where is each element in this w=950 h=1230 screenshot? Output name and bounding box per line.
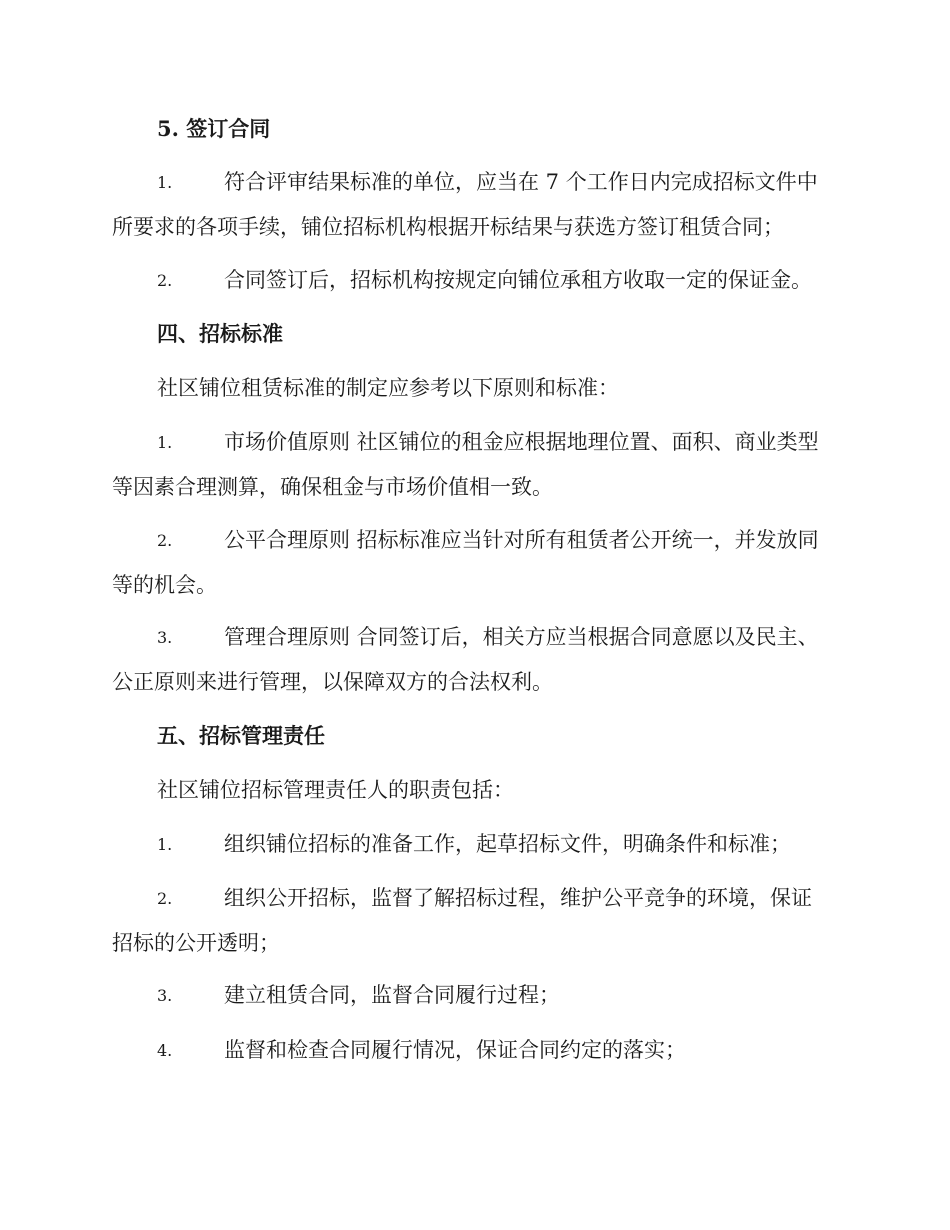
list-number: 2. — [157, 889, 173, 908]
list-number: 1. — [157, 173, 173, 192]
list-item — [112, 876, 842, 966]
list-text-line: 合同签订后，招标机构按规定向铺位承租方收取一定的保证金。 — [224, 268, 812, 292]
list-number: 1. — [157, 433, 173, 452]
list-item — [112, 615, 842, 705]
section-heading-bidding-standards: 四、招标标准 — [157, 321, 283, 346]
list-text-line: 建立租赁合同，监督合同履行过程； — [224, 983, 560, 1007]
list-text-line: 等因素合理测算，确保租金与市场价值相一致。 — [112, 475, 553, 499]
list-text-line: 所要求的各项手续，铺位招标机构根据开标结果与获选方签订租赁合同； — [112, 215, 784, 239]
list-number: 1. — [157, 835, 173, 854]
list-text-line: 等的机会。 — [112, 573, 217, 597]
list-number: 2. — [157, 531, 173, 550]
list-text-line: 组织铺位招标的准备工作，起草招标文件，明确条件和标准； — [224, 832, 791, 856]
section-intro: 社区铺位租赁标准的制定应参考以下原则和标准： — [157, 376, 619, 400]
section-intro: 社区铺位招标管理责任人的职责包括： — [157, 778, 514, 802]
list-item — [112, 420, 842, 510]
list-text-line: 监督和检查合同履行情况，保证合同约定的落实； — [224, 1038, 686, 1062]
list-item — [112, 822, 842, 867]
list-text-line: 组织公开招标，监督了解招标过程，维护公平竞争的环境，保证 — [224, 886, 812, 910]
list-item — [112, 1028, 842, 1073]
list-number: 4. — [157, 1041, 173, 1060]
list-text-line: 符合评审结果标准的单位，应当在 7 个工作日内完成招标文件中 — [224, 170, 818, 194]
list-text-line: 招标的公开透明； — [112, 931, 280, 955]
list-text-line: 公正原则来进行管理，以保障双方的合法权利。 — [112, 670, 553, 694]
list-text-line: 公平合理原则 招标标准应当针对所有租赁者公开统一，并发放同 — [224, 528, 819, 552]
list-text-line: 市场价值原则 社区铺位的租金应根据地理位置、面积、商业类型 — [224, 430, 819, 454]
list-item — [112, 258, 842, 303]
list-number: 3. — [157, 986, 173, 1005]
section-heading-sign-contract: 5. 签订合同 — [157, 116, 271, 141]
list-item — [112, 160, 842, 250]
list-text-line: 管理合理原则 合同签订后，相关方应当根据合同意愿以及民主、 — [224, 625, 819, 649]
list-item — [112, 973, 842, 1018]
list-number: 3. — [157, 628, 173, 647]
section-heading-management-responsibility: 五、招标管理责任 — [157, 723, 325, 748]
list-item — [112, 518, 842, 608]
list-number: 2. — [157, 271, 173, 290]
